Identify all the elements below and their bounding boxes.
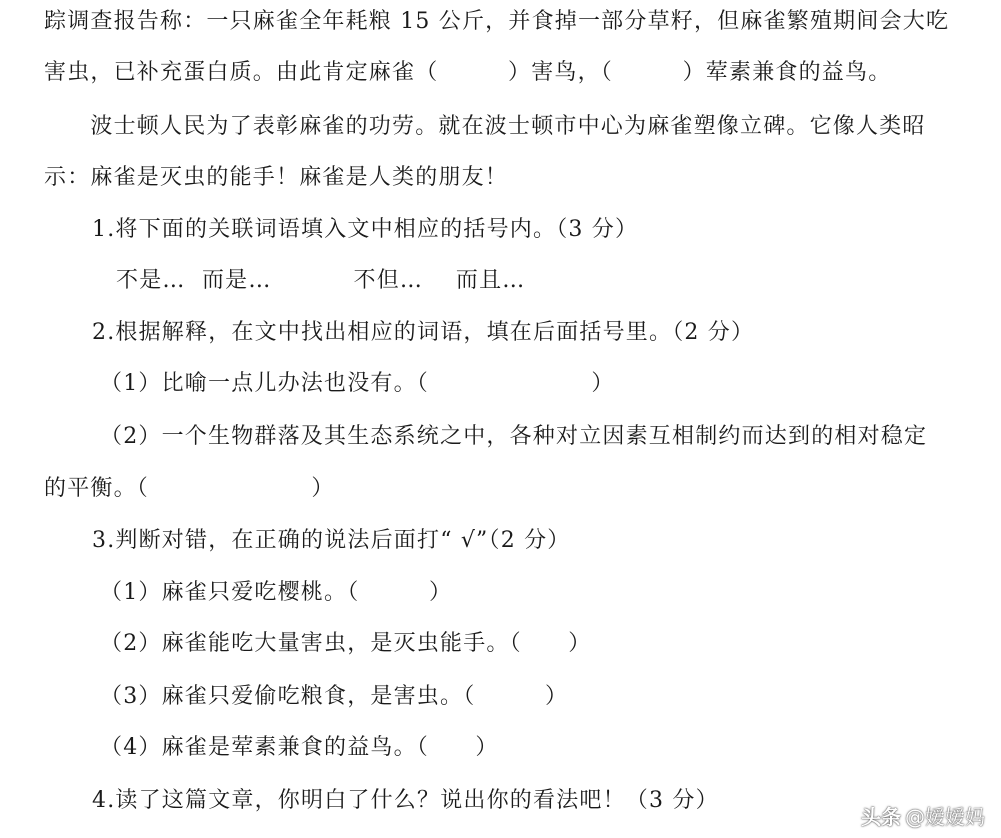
watermark-logo: 头条 [861,805,901,829]
question-3-item-1: （1）麻雀只爱吃樱桃。（ ） [100,580,453,605]
question-2-item-2-cont: 的平衡。（ ） [44,476,335,501]
question-2-item-2: （2）一个生物群落及其生态系统之中，各种对立因素互相制约而达到的相对稳定 [100,424,928,449]
watermark [861,801,985,830]
question-3-item-4: （4）麻雀是荤素兼食的益鸟。（ ） [100,735,499,760]
passage-line-2: 害虫，已补充蛋白质。由此肯定麻雀（ ）害鸟，（ ）荤素兼食的益鸟。 [44,60,892,85]
question-2-item-1: （1）比喻一点儿办法也没有。（ ） [100,371,615,396]
question-4-title: 4.读了这篇文章，你明白了什么？说出你的看法吧！（3 分） [92,788,719,813]
question-2-title: 2.根据解释，在文中找出相应的词语，填在后面括号里。（2 分） [92,320,755,345]
question-1-connectives: 不是… 而是… 不但… 而且… [116,268,526,293]
question-3-item-3: （3）麻雀只爱偷吃粮食，是害虫。（ ） [100,684,569,709]
passage-line-3: 波士顿人民为了表彰麻雀的功劳。就在波士顿市中心为麻雀塑像立碑。它像人类昭 [44,114,926,139]
passage-line-4: 示：麻雀是灭虫的能手！麻雀是人类的朋友！ [44,165,509,190]
question-3-title: 3.判断对错，在正确的说法后面打“ √”（2 分） [92,528,571,553]
question-3-item-2: （2）麻雀能吃大量害虫，是灭虫能手。（ ） [100,631,592,656]
watermark-handle: @嫒嫒妈 [905,805,985,829]
passage-line-1: 踪调查报告称：一只麻雀全年耗粮 15 公斤，并食掉一部分草籽，但麻雀繁殖期间会大吃 [44,9,950,34]
question-1-title: 1.将下面的关联词语填入文中相应的括号内。（3 分） [92,217,639,242]
